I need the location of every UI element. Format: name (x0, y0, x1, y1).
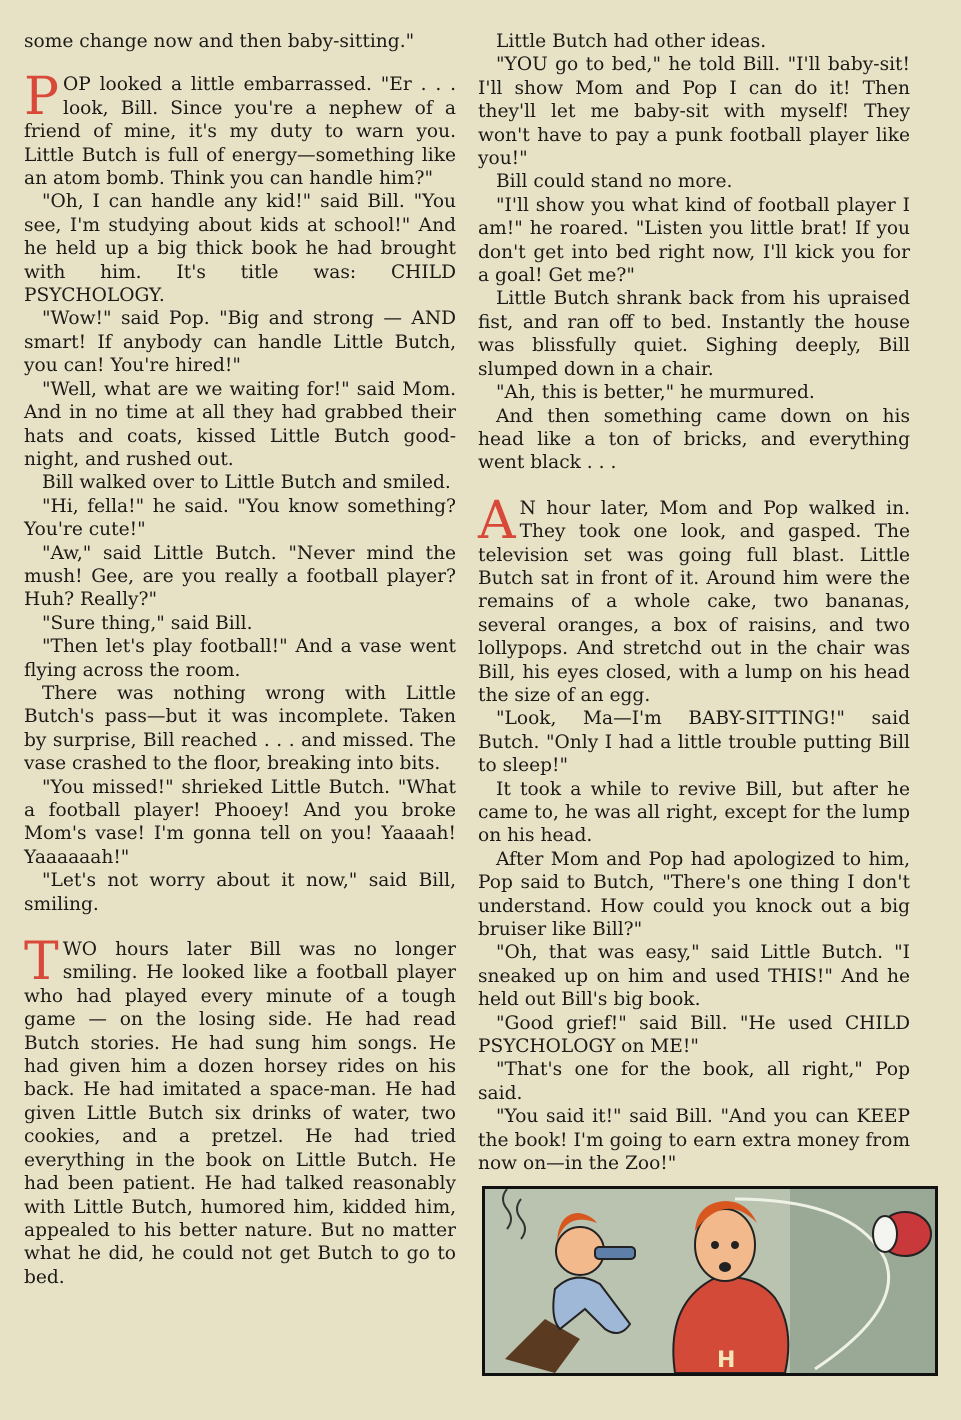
lamp-bulb (873, 1216, 897, 1252)
paragraph: "I'll show you what kind of football player I am!" he roared. "Listen you little brat! If you don't get into bed right now, I'll kick you for a goal! Get me?" (478, 194, 910, 287)
paragraph: "Let's not worry about it now," said Bill, smiling. (24, 870, 456, 915)
paragraph-text: OP looked a little embarrassed. "Er . . . look, Bill. Since you're a nephew of a friend of mine, it's my duty to warn you. Little Butch is full of energy—something like an atom bomb. Think you can handle him?" (24, 74, 456, 190)
comic-illustration (485, 1189, 935, 1373)
paragraph: Little Butch had other ideas. (496, 31, 767, 52)
paragraph: "Good grief!" said Bill. "He used CHILD PSYCHOLOGY on ME!" (478, 1012, 910, 1058)
paragraph: And then something came down on his head like a ton of bricks, and everything went black . . . (478, 405, 910, 474)
paragraph: "Look, Ma—I'm BABY-SITTING!" said Butch. "Only I had a little trouble putting Bill to sleep!" (478, 708, 910, 777)
paragraph: Little Butch shrank back from his upraised fist, and ran off to bed. Instantly the house was blissfully quiet. Sighing deeply, Bill slumped down in a chair. (478, 288, 910, 380)
paragraph: "Oh, that was easy," said Little Butch. "I sneaked up on him and used THIS!" And he held out Bill's big book. (478, 942, 910, 1011)
paragraph: some change now and then baby-sitting." (24, 31, 415, 52)
paragraph: "Oh, I can handle any kid!" said Bill. "You see, I'm studying about kids at school!" And he held up a big thick book he had brought with him. It's title was: CHILD PSYCHOLOGY. (24, 191, 456, 307)
paragraph: "Aw," said Little Butch. "Never mind the mush! Gee, are you really a football player? Huh? Really?" (24, 542, 456, 611)
paragraph: There was nothing wrong with Little Butch's pass—but it was incomplete. Taken by surprise, Bill reached . . . and missed. The vase crashed to the floor, breaking into bits. (24, 682, 456, 775)
paragraph: It took a while to revive Bill, but after he came to, he was all right, except for the lump on his head. (478, 778, 910, 847)
paragraph: "That's one for the book, all right," Pop said. (478, 1059, 910, 1104)
bill-eye (711, 1241, 719, 1249)
paragraph-dropcap (24, 67, 456, 190)
paragraph: Bill could stand no more. (496, 171, 733, 193)
toy-gun (595, 1247, 635, 1259)
left-text-column (24, 30, 456, 1289)
sweater-letter: H (717, 1348, 736, 1373)
paragraph: "Sure thing," said Bill. (42, 612, 253, 634)
paragraph: "You said it!" said Bill. "And you can KEEP the book! I'm going to earn extra money from now on—in the Zoo!" (478, 1106, 910, 1175)
right-text-column (478, 30, 910, 1176)
paragraph: "You missed!" shrieked Little Butch. "What a football player! Phooey! And you broke Mom's vase! I'm gonna tell on you! Yaaaah! Yaaaaaah!" (24, 776, 456, 868)
paragraph: "Then let's play football!" And a vase went flying across the room. (24, 636, 456, 681)
paragraph: "Wow!" said Pop. "Big and strong — AND smart! If anybody can handle Little Butch, you can! You're hired!" (24, 308, 456, 377)
bill-eye (731, 1241, 739, 1249)
paragraph-dropcap (24, 932, 456, 1289)
paragraph: Bill walked over to Little Butch and smiled. (42, 472, 451, 494)
paragraph: "Ah, this is better," he murmured. (496, 382, 815, 404)
drop-cap: T (24, 932, 59, 993)
paragraph-text: WO hours later Bill was no longer smiling. He looked like a football player who had played every minute of a tough game — on the losing side. He had read Butch stories. He had sung him songs. He had given him a dozen horsey rides on his back. He had imitated a space-man. He had given Little Butch six drinks of water, two cookies, and a pretzel. He had tried everything in the book on Little Butch. He had been patient. He had talked reasonably with Little Butch, humored him, kidded him, appealed to his better nature. But no matter what he did, he could not get Butch to go to bed. (24, 939, 456, 1288)
paragraph: "YOU go to bed," he told Bill. "I'll baby-sit! I'll show Mom and Pop I can do it! Then they'll let me baby-sit with myself! They won't have to pay a punk football player like you!" (478, 54, 910, 170)
bill-mouth (719, 1262, 731, 1272)
paragraph: "Well, what are we waiting for!" said Mom. And in no time at all they had grabbed their hats and coats, kissed Little Butch good-night, and rushed out. (24, 378, 456, 470)
paragraph-text: N hour later, Mom and Pop walked in. They took one look, and gasped. The television set was going full blast. Little Butch sat in front of it. Around him were the remains of a whole cake, two bananas, several oranges, a box of raisins, and two lollypops. And stretchd out in the chair was Bill, his eyes closed, with a lump on his head the size of an egg. (478, 497, 910, 706)
comic-panel (482, 1186, 938, 1376)
paragraph-dropcap (478, 490, 910, 708)
paragraph: After Mom and Pop had apologized to him, Pop said to Butch, "There's one thing I don't understand. How could you knock out a big bruiser like Bill?" (478, 848, 910, 941)
paragraph: "Hi, fella!" he said. "You know something? You're cute!" (24, 495, 456, 541)
drop-cap: P (24, 67, 59, 128)
drop-cap: A (478, 490, 516, 551)
